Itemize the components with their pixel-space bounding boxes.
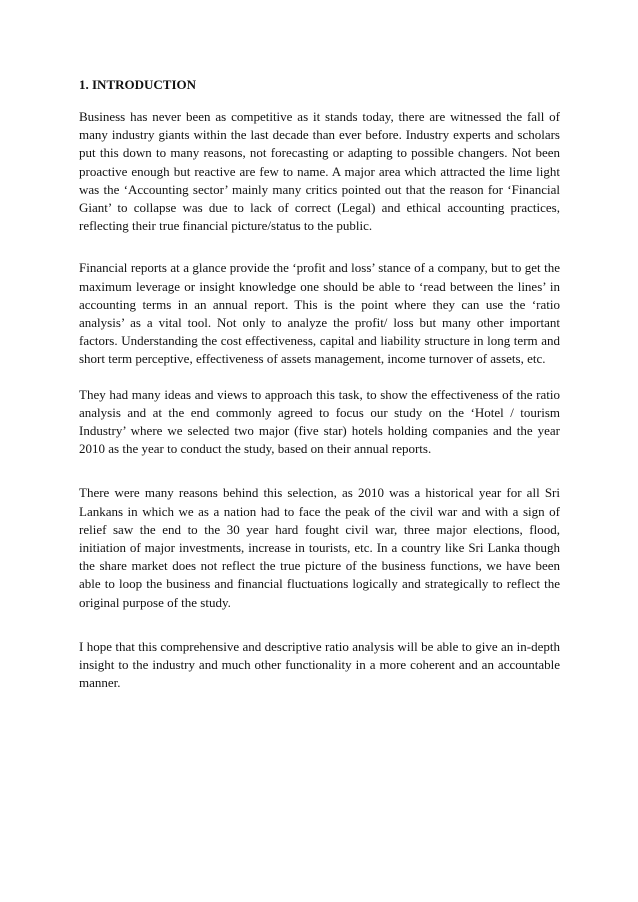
paragraph-1: Business has never been as competitive as it stands today, there are witnessed the fall of many industry giants within the last decade than ever before. Industry experts and scholars put this down to many reasons, not forecasting or adapting to possible changers. Not been proactive enough but reactive are few to name. A major area which attracted the lime light was the ‘Accounting sector’ mainly many critics pointed out that the reason for ‘Financial Giant’ to collapse was due to lack of correct (Legal) and ethical accounting practices, reflecting their true financial picture/status to the public. [79, 109, 560, 234]
paragraph-2: Financial reports at a glance provide the ‘profit and loss’ stance of a company, but to get the maximum leverage or insight knowledge one should be able to ‘read between the lines’ in accounting terms in an annual report. This is the point where they can use the ‘ratio analysis’ as a vital tool. Not only to analyze the profit/ loss but many other important factors. Understanding the cost effectiveness, capital and liability structure in long term and short term perceptive, effectiveness of assets management, income turnover of assets, etc. [79, 260, 560, 367]
paragraph-5: I hope that this comprehensive and descriptive ratio analysis will be able to give an in-depth insight to the industry and much other functionality in a more coherent and an accountable manner. [79, 638, 560, 691]
section-heading: 1. INTRODUCTION [79, 77, 197, 92]
paragraph-4: There were many reasons behind this selection, as 2010 was a historical year for all Sri Lankans in which we as a nation had to face the peak of the civil war and with a sign of relief saw the end to the 30 year hard fought civil war, three major elections, flood, initiation of major investments, increase in tourists, etc. In a country like Sri Lanka though the share market does not reflect the true picture of the business functions, we have been able to loop the business and financial fluctuations logically and strategically to reflect the original purpose of the study. [79, 485, 560, 610]
paragraph-3: They had many ideas and views to approach this task, to show the effectiveness of the ratio analysis and at the end commonly agreed to focus our study on the ‘Hotel / tourism Industry’ where we selected two major (five star) hotels holding companies and the year 2010 as the year to conduct the study, based on their annual reports. [79, 386, 560, 457]
